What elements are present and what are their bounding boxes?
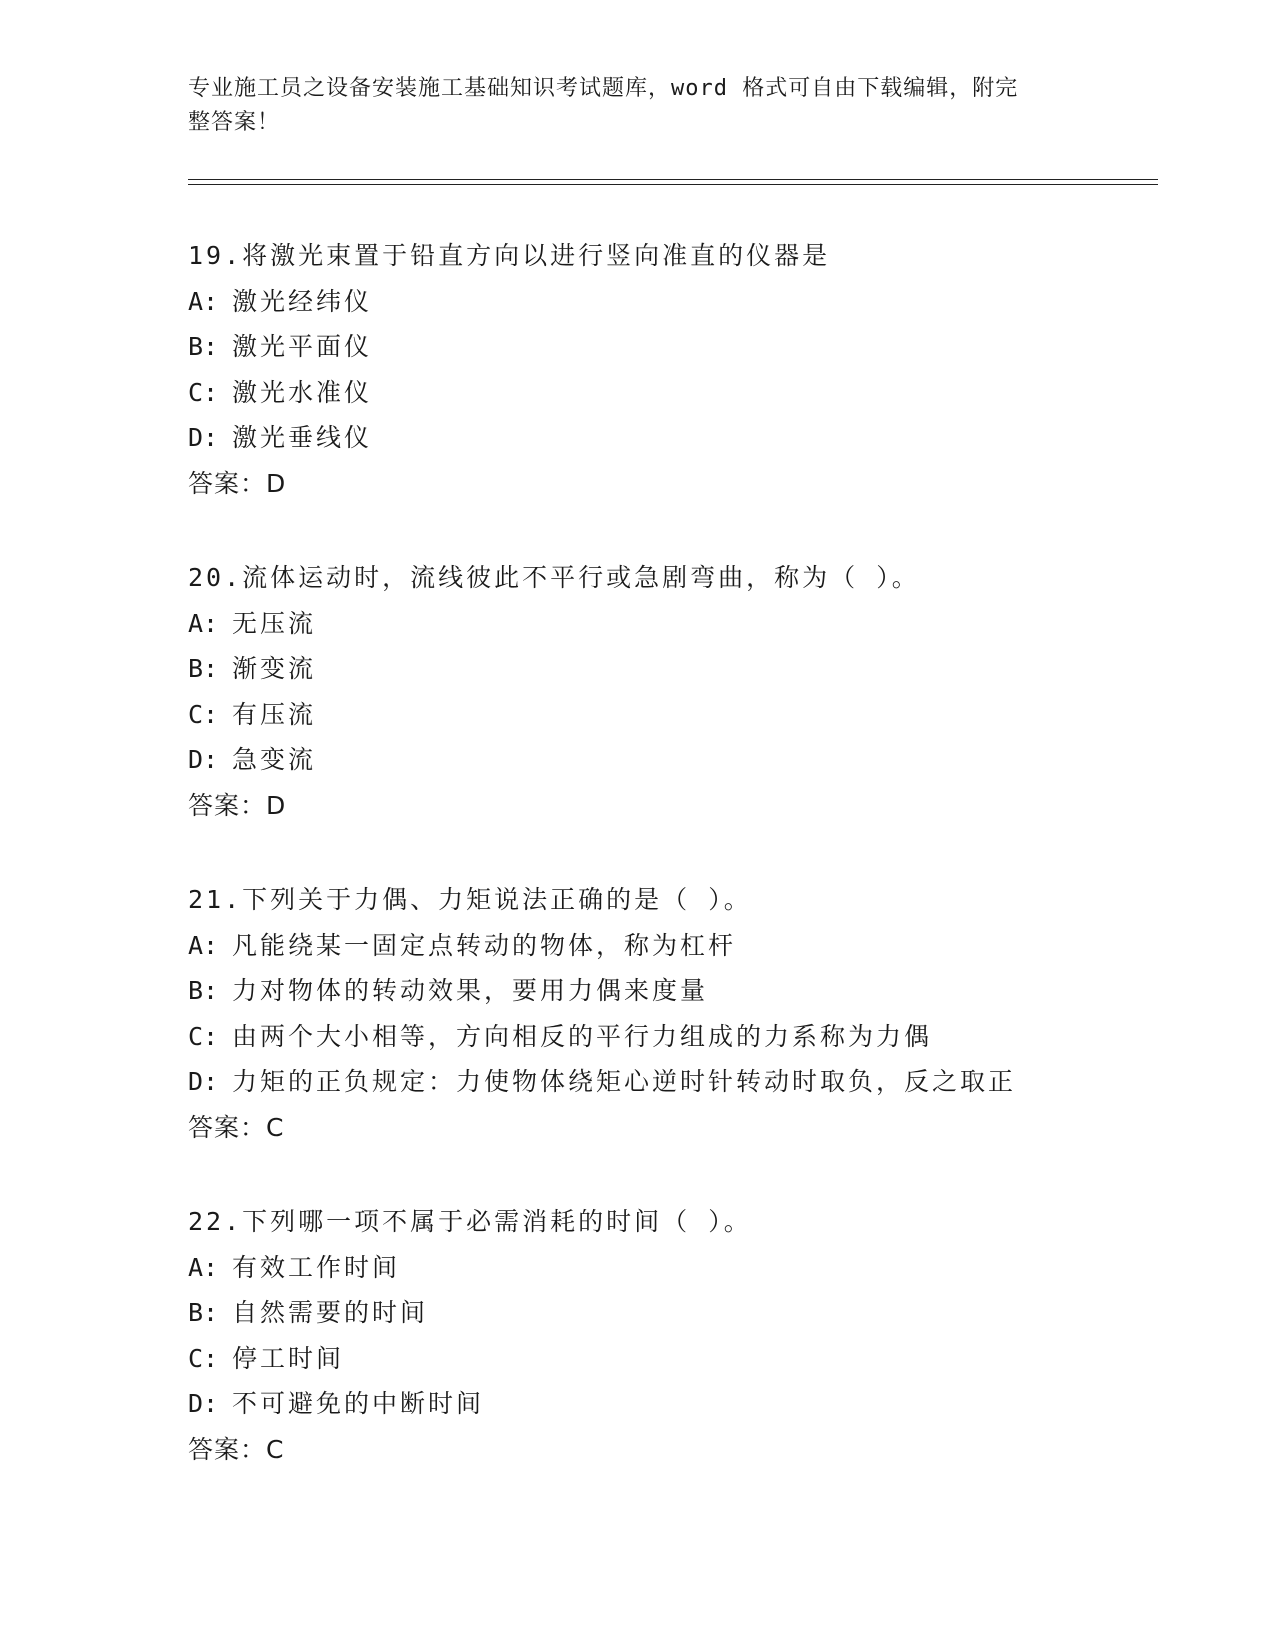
option-key: D: xyxy=(188,745,219,774)
question-list xyxy=(188,233,1188,1521)
option-d xyxy=(188,1059,1188,1105)
option-key: C: xyxy=(188,1021,219,1051)
question-stem: 21.下列关于力偶、力矩说法正确的是（ ）。 xyxy=(188,885,752,914)
header-divider-top xyxy=(188,179,1158,180)
option-text: 凡能绕某一固定点转动的物体，称为杠杆 xyxy=(232,930,737,960)
option-text: 激光平面仪 xyxy=(232,332,373,361)
answer-line: 答案：D xyxy=(188,790,287,820)
option-d xyxy=(188,1381,1188,1427)
option-c xyxy=(188,692,1188,738)
option-key: D: xyxy=(188,1389,219,1418)
option-b xyxy=(188,1290,1188,1336)
option-text: 激光经纬仪 xyxy=(232,286,373,316)
question-19 xyxy=(188,233,1188,506)
option-c xyxy=(188,1014,1188,1060)
option-text: 有效工作时间 xyxy=(232,1252,401,1282)
option-text: 激光垂线仪 xyxy=(232,423,373,452)
option-c xyxy=(188,370,1188,416)
option-key: A: xyxy=(188,608,219,638)
question-stem: 19.将激光束置于铅直方向以进行竖向准直的仪器是 xyxy=(188,241,831,270)
option-d xyxy=(188,415,1188,461)
option-text: 力矩的正负规定：力使物体绕矩心逆时针转动时取负，反之取正 xyxy=(232,1067,1017,1096)
header-line-2: 整答案！ xyxy=(188,110,281,135)
option-key: D: xyxy=(188,423,219,452)
option-key: B: xyxy=(188,654,219,683)
option-d xyxy=(188,737,1188,783)
header-divider-bottom xyxy=(188,184,1158,185)
option-key: C: xyxy=(188,699,219,729)
question-20 xyxy=(188,555,1188,828)
option-key: A: xyxy=(188,930,219,960)
question-stem: 22.下列哪一项不属于必需消耗的时间（ ）。 xyxy=(188,1207,752,1236)
option-a xyxy=(188,279,1188,325)
option-key: D: xyxy=(188,1067,219,1096)
option-key: A: xyxy=(188,1252,219,1282)
option-key: C: xyxy=(188,377,219,407)
option-key: C: xyxy=(188,1343,219,1373)
answer-line: 答案：C xyxy=(188,1434,285,1464)
option-text: 由两个大小相等，方向相反的平行力组成的力系称为力偶 xyxy=(232,1021,933,1051)
option-a xyxy=(188,1245,1188,1291)
answer-line: 答案：D xyxy=(188,468,287,498)
option-b xyxy=(188,324,1188,370)
question-stem: 20.流体运动时，流线彼此不平行或急剧弯曲，称为（ ）。 xyxy=(188,563,920,592)
option-text: 停工时间 xyxy=(232,1343,345,1373)
question-21 xyxy=(188,877,1188,1150)
option-key: B: xyxy=(188,976,219,1005)
option-text: 不可避免的中断时间 xyxy=(232,1389,485,1418)
answer-line: 答案：C xyxy=(188,1112,285,1142)
option-key: B: xyxy=(188,1298,219,1327)
option-text: 激光水准仪 xyxy=(232,377,373,407)
option-b xyxy=(188,646,1188,692)
option-text: 急变流 xyxy=(232,745,317,774)
option-text: 无压流 xyxy=(232,608,317,638)
option-text: 自然需要的时间 xyxy=(232,1298,429,1327)
option-text: 力对物体的转动效果，要用力偶来度量 xyxy=(232,976,709,1005)
option-key: B: xyxy=(188,332,219,361)
option-a xyxy=(188,601,1188,647)
option-a xyxy=(188,923,1188,969)
question-22 xyxy=(188,1199,1188,1472)
option-text: 有压流 xyxy=(232,699,317,729)
option-key: A: xyxy=(188,286,219,316)
header-line-1: 专业施工员之设备安装施工基础知识考试题库，word 格式可自由下载编辑，附完 xyxy=(188,76,1019,101)
option-b xyxy=(188,968,1188,1014)
option-c xyxy=(188,1336,1188,1382)
document-header xyxy=(188,72,1068,140)
option-text: 渐变流 xyxy=(232,654,317,683)
